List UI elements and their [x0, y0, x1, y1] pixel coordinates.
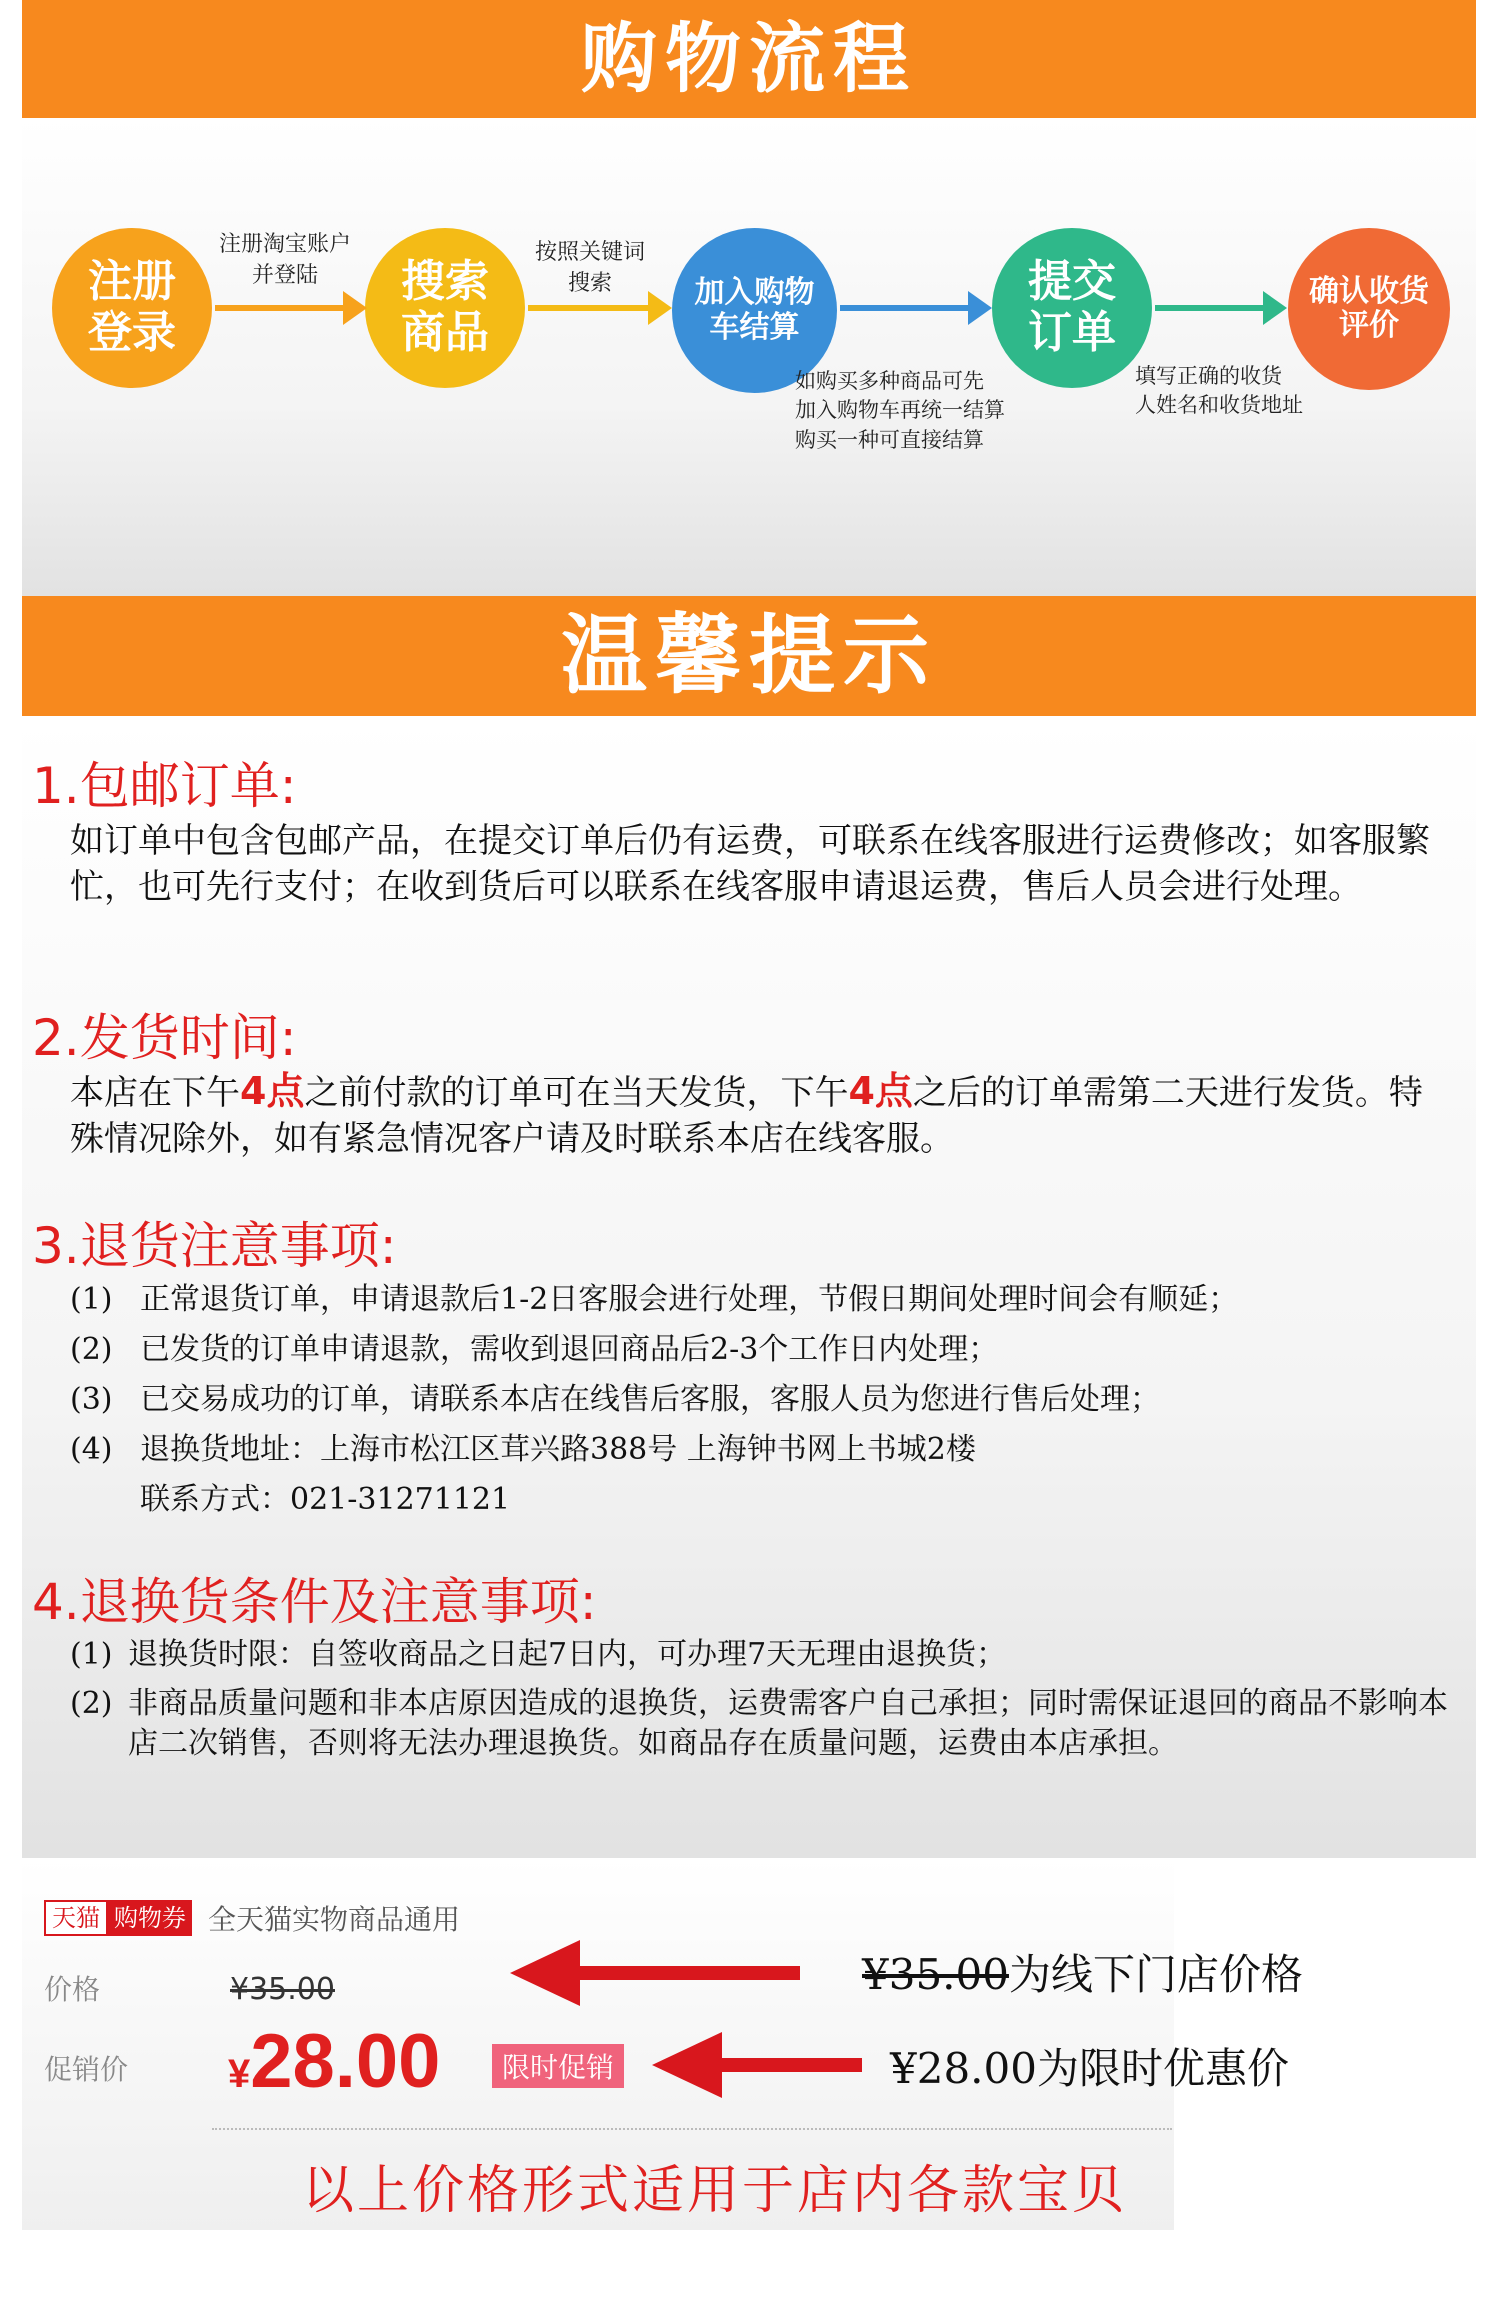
- price-label: 价格: [44, 1973, 101, 2006]
- tip3-item-text: 已发货的订单申请退款，需收到退回商品后2-3个工作日内处理；: [140, 1332, 999, 1367]
- tip2-seg1: 本店在下午: [70, 1073, 240, 1113]
- flow-note-search: [510, 238, 670, 300]
- step-register-line1: 注册: [88, 256, 176, 308]
- step-submit-line1: 提交: [1028, 256, 1116, 308]
- price-arrow: [570, 1966, 800, 1980]
- tips-banner-title: 温馨提示: [561, 606, 937, 706]
- flow-note-cart: [795, 367, 1085, 455]
- step-submit-circle: [992, 228, 1152, 388]
- tip4-item: [70, 1684, 1470, 1764]
- tip3-list: [70, 1275, 1450, 1525]
- price-value: ¥35.00: [230, 1972, 335, 2007]
- promo-tag: 限时促销: [492, 2044, 624, 2088]
- tip2-seg2: 之前付款的订单可在当天发货，下午: [304, 1073, 849, 1113]
- price-note-text: 为线下门店价格: [1008, 1950, 1303, 1999]
- flow-note-search-1: 按照关键词: [534, 240, 645, 265]
- promo-value: 28.00: [250, 2019, 441, 2104]
- step-confirm-line1: 确认收货: [1309, 273, 1429, 309]
- flow-note-submit-2: 人姓名和收货地址: [1135, 393, 1303, 418]
- flow-arrow-3: [840, 305, 970, 311]
- tip4-list: [70, 1632, 1470, 1764]
- tip3-title: 3.退货注意事项:: [32, 1217, 397, 1275]
- tip3-item-text: 已交易成功的订单，请联系本店在线售后客服，客服人员为您进行售后处理；: [140, 1382, 1160, 1417]
- flow-arrow-1: [215, 305, 345, 311]
- flow-banner: [22, 0, 1476, 118]
- tip3-item-text: 正常退货订单，申请退款后1-2日客服会进行处理，节假日期间处理时间会有顺延；: [140, 1282, 1239, 1317]
- price-note: [862, 1942, 1303, 2002]
- tip4-item-num: (2): [70, 1686, 113, 1721]
- tip2-highlight-1: 4点: [240, 1069, 305, 1113]
- step-register-circle: [52, 228, 212, 388]
- step-search-circle: [365, 228, 525, 388]
- coupon-row: [44, 1898, 460, 1938]
- flow-note-register: [190, 230, 380, 292]
- tmall-badge: 天猫: [44, 1900, 108, 1936]
- promo-note: ¥28.00为限时优惠价: [890, 2044, 1289, 2093]
- flow-note-cart-3: 购买一种可直接结算: [795, 427, 984, 452]
- step-confirm-line2: 评价: [1339, 308, 1399, 343]
- tip1-body: 如订单中包含包邮产品，在提交订单后仍有运费，可联系在线客服进行运费修改；如客服繁忙，也可先行支付；在收到货后可以联系在线客服申请退运费，售后人员会进行处理。: [70, 821, 1430, 907]
- flow-arrow-4: [1155, 305, 1265, 311]
- tip3-item: [70, 1375, 1450, 1425]
- tip2-seg3: 之后的订单需第二天进行发货。特殊情况除外，如有紧急情况客户请及时联系本店在线客服。: [70, 1073, 1423, 1159]
- tip4-item-num: (1): [70, 1637, 113, 1672]
- price-note-strike: ¥35.00: [862, 1950, 1009, 1999]
- tip2-body: [70, 1068, 1450, 1162]
- tip3-item: [70, 1425, 1450, 1475]
- price-divider: [212, 2128, 1172, 2130]
- tip4-item: [70, 1632, 1470, 1678]
- step-submit-line2: 订单: [1028, 307, 1116, 358]
- flow-note-cart-1: 如购买多种商品可先: [795, 369, 984, 393]
- tip3-item-num: (4): [70, 1432, 113, 1467]
- tip4-item-text: 退换货时限：自签收商品之日起7日内，可办理7天无理由退换货；: [128, 1637, 1007, 1672]
- step-cart-line2: 车结算: [709, 309, 800, 345]
- tip3-item: [70, 1325, 1450, 1375]
- flow-banner-title: 购物流程: [581, 14, 917, 103]
- flow-note-submit-1: 填写正确的收货: [1135, 364, 1282, 388]
- tip3-contact: 联系方式：021-31271121: [140, 1482, 511, 1517]
- tip2-highlight-2: 4点: [848, 1069, 913, 1113]
- tip3-item-num: (3): [70, 1382, 113, 1417]
- promo-currency: ¥: [228, 2052, 251, 2096]
- tip3-item-text: 退换货地址：上海市松江区茸兴路388号 上海钟书网上书城2楼: [140, 1432, 976, 1467]
- coupon-text: 全天猫实物商品通用: [208, 1903, 461, 1936]
- step-cart-line1: 加入购物: [694, 275, 815, 310]
- tip2-title: 2.发货时间:: [32, 1009, 297, 1067]
- tip3-item-num: (2): [70, 1332, 113, 1367]
- tip4-item-text: 非商品质量问题和非本店原因造成的退换货，运费需客户自己承担；同时需保证退回的商品不影响本店二次销售，否则将无法办理退换货。如商品存在质量问题，运费由本店承担。: [128, 1686, 1448, 1761]
- tip3-contact-row: [70, 1475, 1450, 1525]
- tip1-title: 1.包邮订单:: [32, 757, 297, 815]
- tip3-item: [70, 1275, 1450, 1325]
- promo-price: [228, 2018, 440, 2105]
- step-register-line2: 登录: [88, 307, 176, 358]
- step-search-line2: 商品: [401, 307, 489, 358]
- promo-label: 促销价: [44, 2053, 129, 2086]
- tips-banner: [22, 596, 1476, 716]
- flow-arrow-2: [528, 305, 650, 311]
- flow-note-register-1: 注册淘宝账户: [218, 232, 351, 257]
- flow-note-cart-2: 加入购物车再统一结算: [795, 398, 1005, 423]
- promo-arrow: [712, 2058, 862, 2072]
- price-footer: 以上价格形式适用于店内各款宝贝: [302, 2161, 1128, 2221]
- flow-note-search-2: 搜索: [567, 270, 612, 296]
- flow-note-register-2: 并登陆: [251, 262, 318, 288]
- step-search-line1: 搜索: [401, 256, 489, 308]
- coupon-badge: 购物券: [108, 1900, 192, 1936]
- flow-note-submit: [1135, 362, 1395, 421]
- tip4-title: 4.退换货条件及注意事项:: [32, 1573, 597, 1631]
- tip3-item-num: (1): [70, 1282, 113, 1317]
